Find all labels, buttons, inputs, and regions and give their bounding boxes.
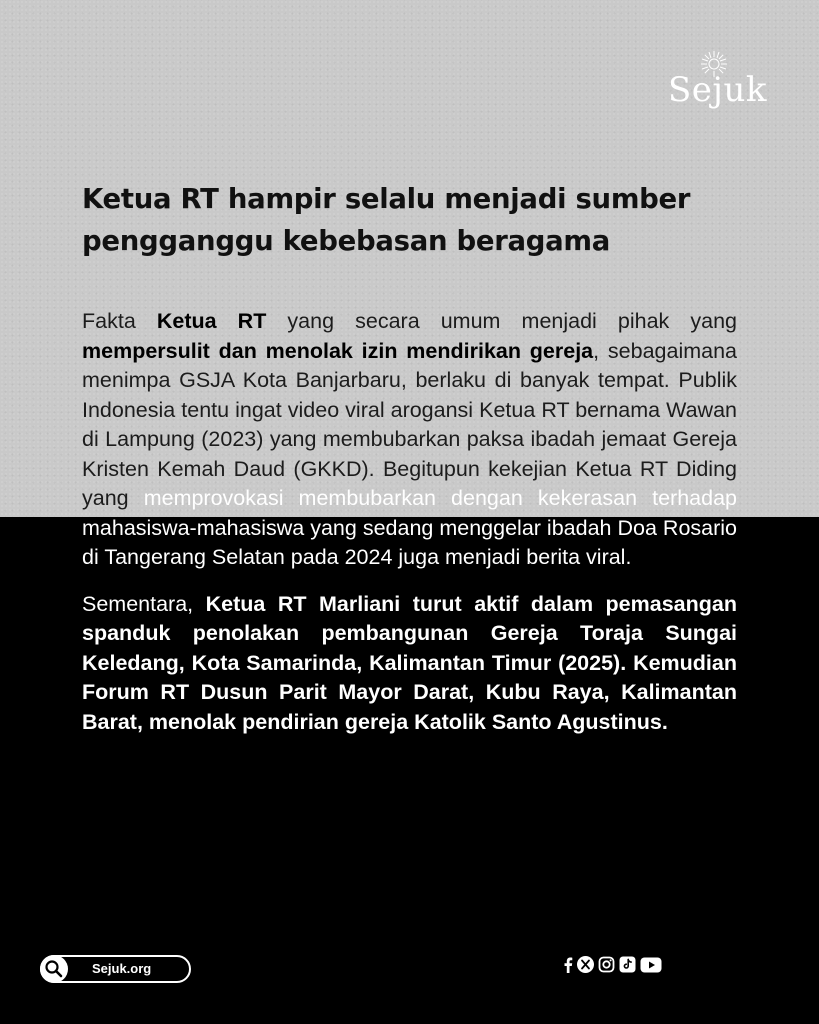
search-icon-badge [40, 955, 68, 983]
logo-text: Sejuk [668, 70, 767, 110]
x-icon[interactable] [577, 956, 594, 973]
paragraph-1-text-4: memprovokasi membubarkan dengan kekerasan terhadap mahasiswa-mahasiswa yang sedang menggelar ibadah Doa Rosario di Tangerang Selatan pada 2024 juga menjadi berita viral. [82, 486, 737, 569]
paragraph-2-bold-1: Ketua RT Marliani turut aktif dalam pemasangan spanduk penolakan pembangunan Gereja Toraja Sungai Keledang, Kota Samarinda, Kalimantan Timur (2025). Kemudian Forum RT Dusun Parit Mayor Darat, Kubu Raya, Kalimantan Barat, menolak pendirian gereja Katolik Santo Agustinus. [82, 591, 737, 734]
page-title: Ketua RT hampir selalu menjadi sumber pengganggu kebebasan beragama [82, 183, 691, 257]
facebook-icon[interactable] [563, 956, 573, 974]
paragraph-1-bold-2: mempersulit dan menolak izin mendirikan gereja [82, 338, 594, 363]
paragraph-1-text-1: Fakta [82, 309, 157, 333]
paragraph-1-text-2: yang secara umum menjadi pihak yang [266, 309, 738, 333]
website-label: Sejuk.org [92, 961, 152, 976]
instagram-icon[interactable] [598, 956, 615, 973]
paragraph-2-text-1: Sementara, [82, 591, 206, 616]
paragraph-2 [82, 590, 737, 738]
search-icon [40, 955, 68, 983]
article-body [82, 307, 737, 737]
sejuk-logo [664, 50, 767, 114]
tiktok-icon[interactable] [619, 956, 636, 973]
website-link[interactable] [40, 955, 191, 983]
paragraph-1-text-3: , sebagaimana menimpa GSJA Kota Banjarbaru, berlaku di banyak tempat. Publik Indonesia tentu ingat video viral arogansi Ketua RT bernama Wawan di Lampung (2023) yang membubarkan paksa ibadah jemaat Gereja Kristen Kemah Daud (GKKD). Begitupun kekejian Ketua RT Diding yang [82, 338, 737, 510]
paragraph-1-bold-1: Ketua RT [156, 309, 267, 333]
youtube-icon[interactable] [640, 957, 662, 973]
paragraph-1 [82, 307, 737, 573]
